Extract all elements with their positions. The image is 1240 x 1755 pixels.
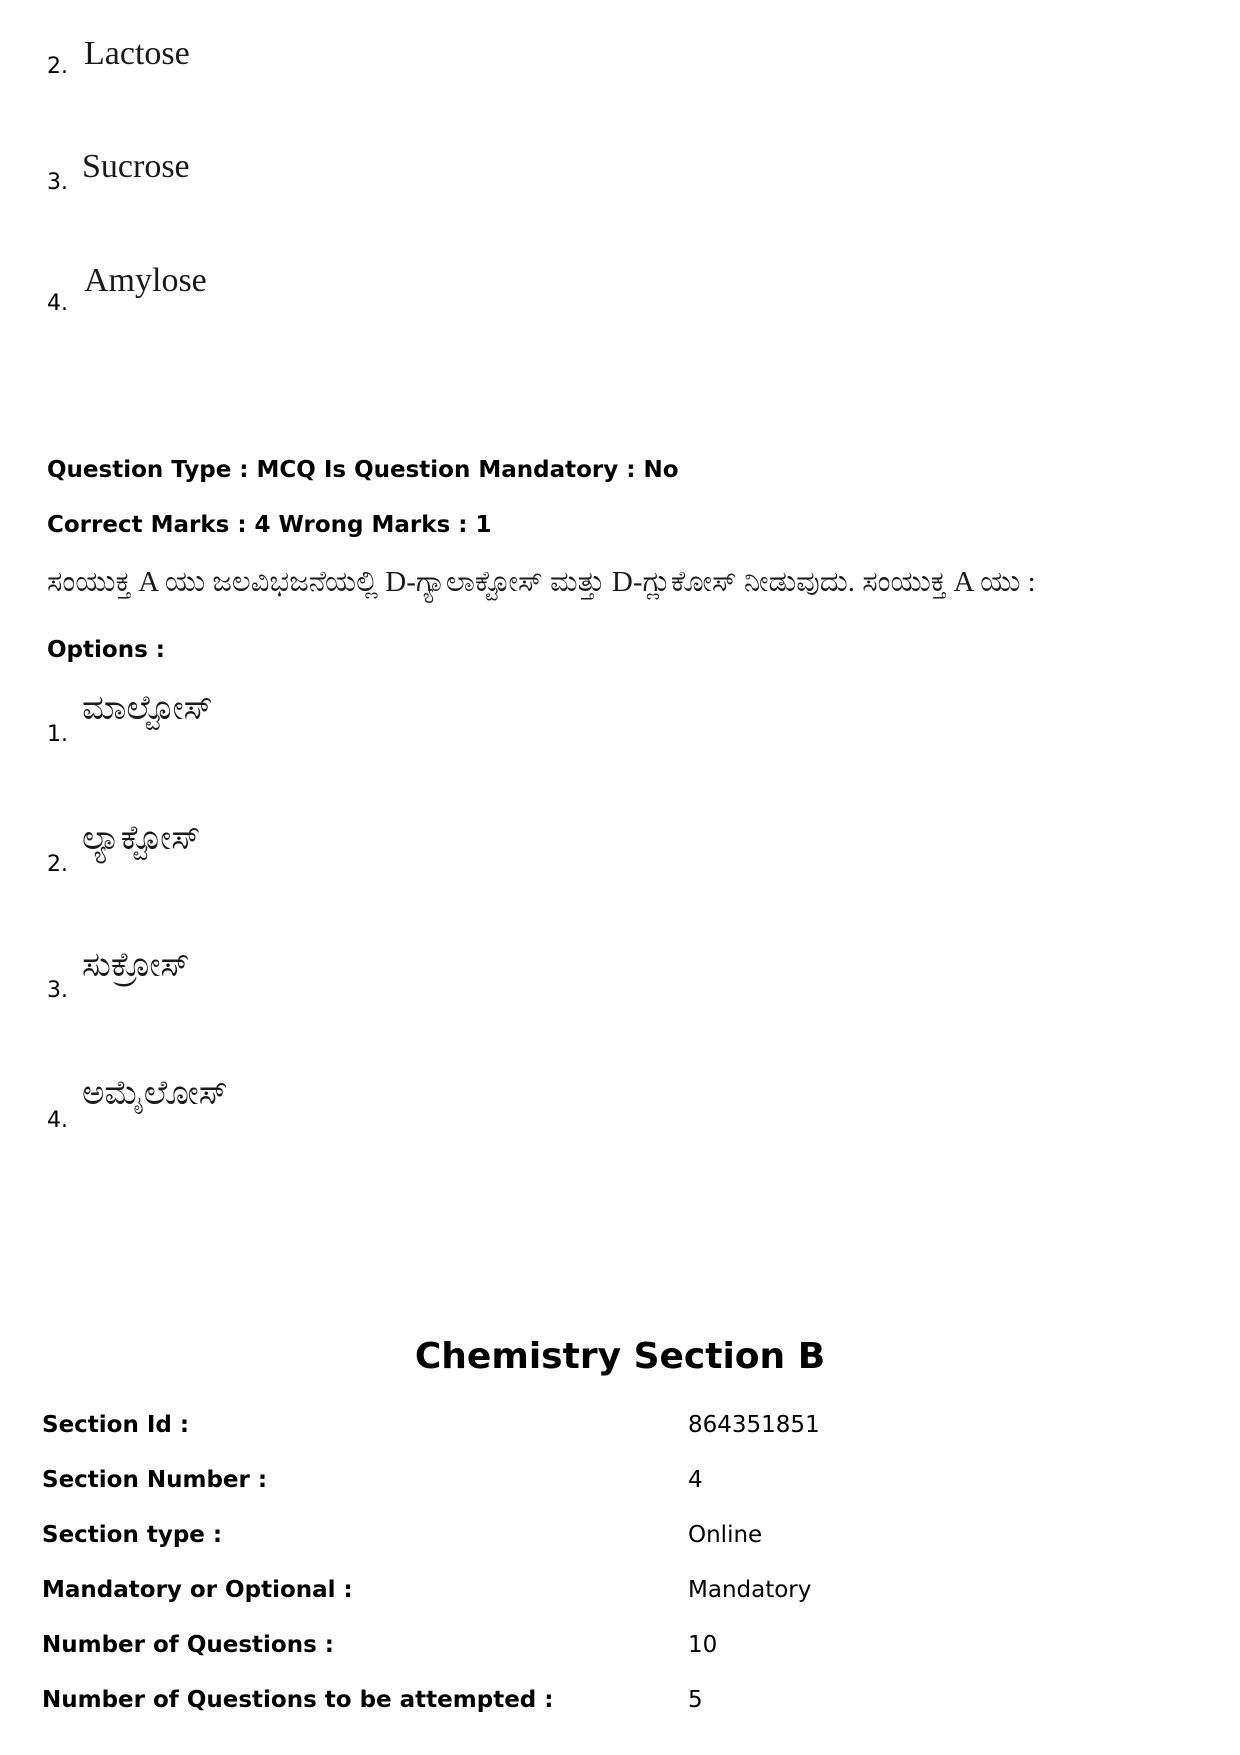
option-text: ಮಾಲ್ಟೋಸ್ [82, 690, 213, 727]
option-number: 3. [47, 978, 68, 1003]
section-id-value: 864351851 [688, 1412, 820, 1438]
number-of-questions-value: 10 [688, 1632, 718, 1658]
options-label: Options : [47, 637, 165, 663]
question-marks-line: Correct Marks : 4 Wrong Marks : 1 [47, 512, 492, 538]
option-number: 4. [47, 1108, 68, 1133]
option-number: 2. [47, 54, 68, 79]
option-number: 4. [47, 291, 68, 316]
option-number: 1. [47, 722, 68, 747]
question-text: ಸಂಯುಕ್ತ A ಯು ಜಲವಿಭಜನೆಯಲ್ಲಿ D-ಗ್ಯಾಲಾಕ್ಟೋಸ್ ಮತ್ತು D-ಗ್ಲುಕೋಸ್ ನೀಡುವುದು. ಸಂಯುಕ್ತ A ಯು : [47, 566, 1036, 598]
section-number-label: Section Number : [42, 1467, 268, 1493]
question-type-line: Question Type : MCQ Is Question Mandatory : No [47, 457, 679, 483]
section-title: Chemistry Section B [414, 1336, 826, 1377]
option-text: ಲ್ಯಾಕ್ಟೋಸ್ [82, 820, 201, 857]
questions-to-attempt-value: 5 [688, 1687, 703, 1713]
option-number: 3. [47, 170, 68, 195]
option-text: Lactose [84, 35, 190, 72]
option-number: 2. [47, 852, 68, 877]
number-of-questions-label: Number of Questions : [42, 1632, 334, 1658]
option-text: Amylose [84, 262, 207, 299]
option-text: ಸುಕ್ರೋಸ್ [82, 947, 190, 984]
section-type-label: Section type : [42, 1522, 223, 1548]
section-type-value: Online [688, 1522, 763, 1548]
questions-to-attempt-label: Number of Questions to be attempted : [42, 1687, 554, 1713]
option-text: ಅಮೈಲೋಸ್ [82, 1075, 228, 1112]
mandatory-value: Mandatory [688, 1577, 812, 1603]
section-number-value: 4 [688, 1467, 703, 1493]
section-id-label: Section Id : [42, 1412, 190, 1438]
option-text: Sucrose [82, 148, 190, 185]
mandatory-label: Mandatory or Optional : [42, 1577, 353, 1603]
